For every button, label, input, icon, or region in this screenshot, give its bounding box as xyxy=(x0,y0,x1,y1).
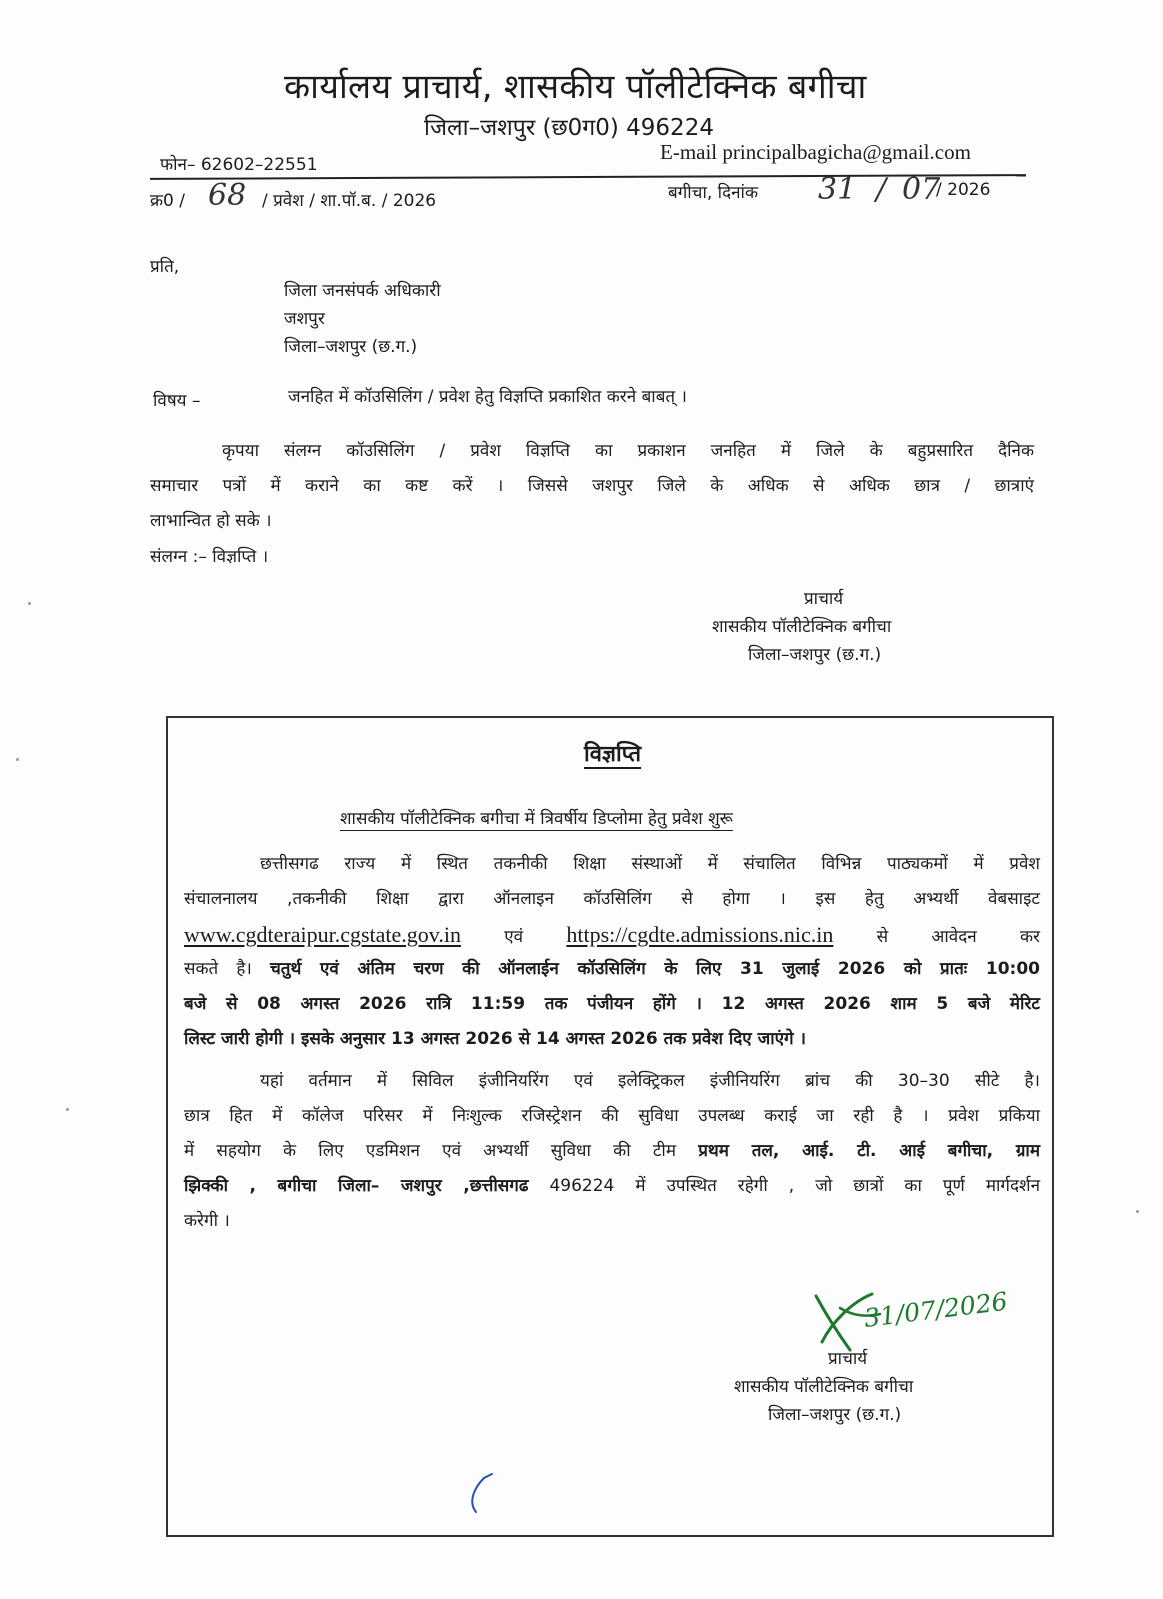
signature-date: 31/07/2026 xyxy=(862,1286,1010,1333)
notice-line: छात्र हित में कॉलेज परिसर में निःशुल्क रजिस्ट्रेशन की सुविधा उपलब्ध कराई जा रही है । प्रवेश प्रकिया xyxy=(184,1106,1040,1126)
reference-suffix: / प्रवेश / शा.पॉ.ब. / 2026 xyxy=(262,191,437,211)
notice-paragraph-2 xyxy=(184,1064,1040,1239)
recipient-line: जिला जनसंपर्क अधिकारी xyxy=(284,281,441,301)
date-day: 31 xyxy=(818,172,857,207)
notice-line: छत्तीसगढ राज्य में स्थित तकनीकी शिक्षा संस्थाओं में संचालित विभिन्न पाठ्यकमों में प्रवेश xyxy=(260,854,1040,874)
scan-speck xyxy=(66,1108,69,1111)
help-desk-address: प्रथम तल, आई. टी. आई बगीचा, ग्राम xyxy=(698,1141,1040,1161)
notice-text: 496224 में उपस्थित रहेगी , जो छात्रों का पूर्ण मार्गदर्शन xyxy=(549,1176,1041,1196)
notice-line xyxy=(184,952,1040,987)
recipient-line: जिला–जशपुर (छ.ग.) xyxy=(284,337,418,357)
reference-prefix: क्र0 / xyxy=(150,191,186,211)
notice-signature-title: प्राचार्य xyxy=(828,1349,868,1369)
subject-text: जनहित में कॉउसिलिंग / प्रवेश हेतु विज्ञप्ति प्रकाशित करने बाबत् । xyxy=(288,387,687,407)
date-month: 07 xyxy=(902,172,941,207)
date-prefix: बगीचा, दिनांक xyxy=(668,183,759,203)
recipient-line: जशपुर xyxy=(284,309,325,329)
signature-district: जिला–जशपुर (छ.ग.) xyxy=(748,645,882,665)
scan-speck xyxy=(28,602,31,605)
notice-schedule: चतुर्थ एवं अंतिम चरण की ऑनलाईन कॉउसिलिंग के लिए 31 जुलाई 2026 को प्रातः 10:00 xyxy=(270,959,1040,979)
scan-speck xyxy=(1136,1210,1139,1213)
notice-line-links xyxy=(184,917,1040,952)
letter-body xyxy=(150,434,1034,539)
to-label: प्रति, xyxy=(150,257,180,277)
scan-speck xyxy=(16,758,19,761)
signature-institute: शासकीय पॉलीटेक्निक बगीचा xyxy=(712,617,892,637)
letter-body-line: लाभान्वित हो सके । xyxy=(150,511,272,531)
notice-signature-institute: शासकीय पॉलीटेक्निक बगीचा xyxy=(734,1377,914,1397)
letter-body-line: समाचार पत्रों में कराने का कष्ट करें । जिससे जशपुर जिले के अधिक से अधिक छात्र / छात्राएं xyxy=(150,476,1034,496)
website-link-admissions[interactable]: https://cgdte.admissions.nic.in xyxy=(566,922,834,947)
ink-mark xyxy=(462,1468,502,1518)
district-line: जिला–जशपुर (छ0ग0) 496224 xyxy=(424,115,714,141)
notice-line: यहां वर्तमान में सिविल इंजीनियरिंग एवं इलेक्ट्रिकल इंजीनियरिंग ब्रांच की 30–30 सीटे है। xyxy=(260,1071,1040,1091)
signature-title: प्राचार्य xyxy=(804,589,844,609)
email-address: E-mail principalbagicha@gmail.com xyxy=(660,140,971,164)
notice-heading: विज्ञप्ति xyxy=(584,742,642,767)
website-link-cgdteraipur[interactable]: www.cgdteraipur.cgstate.gov.in xyxy=(184,922,461,947)
notice-subheading: शासकीय पॉलीटेक्निक बगीचा में त्रिवर्षीय डिप्लोमा हेतु प्रवेश शुरू xyxy=(340,809,733,829)
attachment-note: संलग्न :– विज्ञप्ति । xyxy=(150,547,269,567)
letter-body-line: कृपया संलग्न कॉउसिलिंग / प्रवेश विज्ञप्ति का प्रकाशन जनहित में जिले के बहुप्रसारित दैनिक xyxy=(222,441,1034,461)
notice-line: करेगी । xyxy=(184,1211,230,1231)
notice-line: संचालनालय ,तकनीकी शिक्षा द्वारा ऑनलाइन कॉउसिलिंग से होगा । इस हेतु अभ्यर्थी वेबसाइट xyxy=(184,889,1040,909)
office-title: कार्यालय प्राचार्य, शासकीय पॉलीटेक्निक बगीचा xyxy=(284,67,867,107)
notice-schedule: लिस्ट जारी होगी । इसके अनुसार 13 अगस्त 2026 से 14 अगस्त 2026 तक प्रवेश दिए जाएंगे । xyxy=(184,1029,806,1049)
subject-label: विषय – xyxy=(153,391,201,411)
reference-number: 68 xyxy=(208,178,247,213)
help-desk-address: झिक्की , बगीचा जिला– जशपुर ,छत्तीसगढ xyxy=(184,1176,529,1196)
link-line-tail: से आवेदन कर xyxy=(876,927,1040,947)
phone-number: फोन– 62602–22551 xyxy=(160,155,318,175)
notice-paragraph-1 xyxy=(184,847,1040,1057)
notice-signature-district: जिला–जशपुर (छ.ग.) xyxy=(768,1405,902,1425)
date-year: / 2026 xyxy=(936,180,991,200)
notice-line xyxy=(184,1134,1040,1169)
link-joiner: एवं xyxy=(504,927,524,947)
notice-schedule: बजे से 08 अगस्त 2026 रात्रि 11:59 तक पंजीयन होंगे । 12 अगस्त 2026 शाम 5 बजे मेरिट xyxy=(184,994,1040,1014)
date-separator: / xyxy=(876,172,887,207)
notice-text: सकते है। xyxy=(184,959,252,979)
notice-text: में सहयोग के लिए एडमिशन एवं अभ्यर्थी सुविधा की टीम xyxy=(184,1141,676,1161)
notice-line xyxy=(184,1169,1040,1204)
